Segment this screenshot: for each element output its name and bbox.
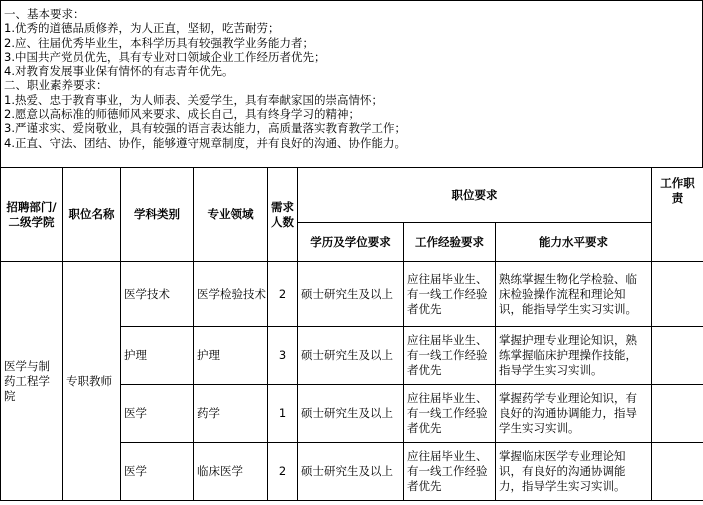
header-position: 职位名称 (63, 168, 121, 262)
header-category: 学科类别 (121, 168, 194, 262)
header-dept: 招聘部门/二级学院 (1, 168, 63, 262)
duty-cell (652, 262, 703, 327)
major-cell: 护理 (194, 327, 268, 385)
quality-requirement-item: 4.正直、守法、团结、协作，能够遵守规章制度，并有良好的沟通、协作能力。 (4, 135, 406, 150)
category-cell: 医学 (121, 443, 194, 501)
count-cell: 3 (268, 327, 298, 385)
quality-requirement-item: 1.热爱、忠于教育事业，为人师表、关爱学生，具有奉献家国的崇高情怀； (4, 92, 383, 107)
basic-requirement-item: 4.对教育发展事业保有情怀的有志青年优先。 (4, 64, 234, 79)
count-cell: 1 (268, 385, 298, 443)
header-count: 需求人数 (268, 168, 298, 262)
header-job-requirements: 职位要求 (298, 168, 652, 223)
table-row (1, 262, 703, 327)
education-cell: 硕士研究生及以上 (298, 262, 404, 327)
dept-cell: 医学与制药工程学院 (1, 262, 63, 501)
education-cell: 硕士研究生及以上 (298, 385, 404, 443)
experience-cell: 应往届毕业生、有一线工作经验者优先 (404, 443, 496, 501)
major-cell: 临床医学 (194, 443, 268, 501)
duty-cell (652, 327, 703, 385)
quality-requirement-item: 3.严谨求实、爱岗敬业，具有较强的语言表达能力，高质量落实教育教学工作； (4, 121, 406, 136)
header-row (1, 168, 703, 223)
requirements-block (0, 0, 703, 168)
quality-requirements-title: 二、职业素养要求： (4, 78, 108, 93)
experience-cell: 应往届毕业生、有一线工作经验者优先 (404, 327, 496, 385)
header-education: 学历及学位要求 (298, 223, 404, 262)
position-cell: 专职教师 (63, 262, 121, 501)
category-cell: 护理 (121, 327, 194, 385)
header-ability: 能力水平要求 (496, 223, 652, 262)
education-cell: 硕士研究生及以上 (298, 443, 404, 501)
ability-cell: 掌握临床医学专业理论知识，有良好的沟通协调能力，指导学生实习实训。 (496, 443, 652, 501)
education-cell: 硕士研究生及以上 (298, 327, 404, 385)
duty-cell (652, 443, 703, 501)
ability-cell: 掌握护理专业理论知识，熟练掌握临床护理操作技能，指导学生实习实训。 (496, 327, 652, 385)
ability-cell: 熟练掌握生物化学检验、临床检验操作流程和理论知识，能指导学生实习实训。 (496, 262, 652, 327)
quality-requirement-item: 2.愿意以高标准的师德师风来要求、成长自己，具有终身学习的精神； (4, 107, 360, 122)
recruitment-table (0, 167, 703, 501)
ability-cell: 掌握药学专业理论知识，有良好的沟通协调能力，指导学生实习实训。 (496, 385, 652, 443)
experience-cell: 应往届毕业生、有一线工作经验者优先 (404, 262, 496, 327)
experience-cell: 应往届毕业生、有一线工作经验者优先 (404, 385, 496, 443)
category-cell: 医学 (121, 385, 194, 443)
header-major: 专业领域 (194, 168, 268, 262)
header-duty: 工作职责 (652, 168, 703, 262)
category-cell: 医学技术 (121, 262, 194, 327)
count-cell: 2 (268, 262, 298, 327)
basic-requirements-title: 一、基本要求： (4, 7, 85, 21)
major-cell: 药学 (194, 385, 268, 443)
basic-requirement-item: 2.应、往届优秀毕业生，本科学历具有较强教学业务能力者； (4, 35, 314, 50)
basic-requirement-item: 3.中国共产党员优先，具有专业对口领域企业工作经历者优先； (4, 49, 326, 64)
header-experience: 工作经验要求 (404, 223, 496, 262)
major-cell: 医学检验技术 (194, 262, 268, 327)
count-cell: 2 (268, 443, 298, 501)
basic-requirement-item: 1.优秀的道德品质修养，为人正直，坚韧，吃苦耐劳； (4, 21, 280, 36)
duty-cell (652, 385, 703, 443)
